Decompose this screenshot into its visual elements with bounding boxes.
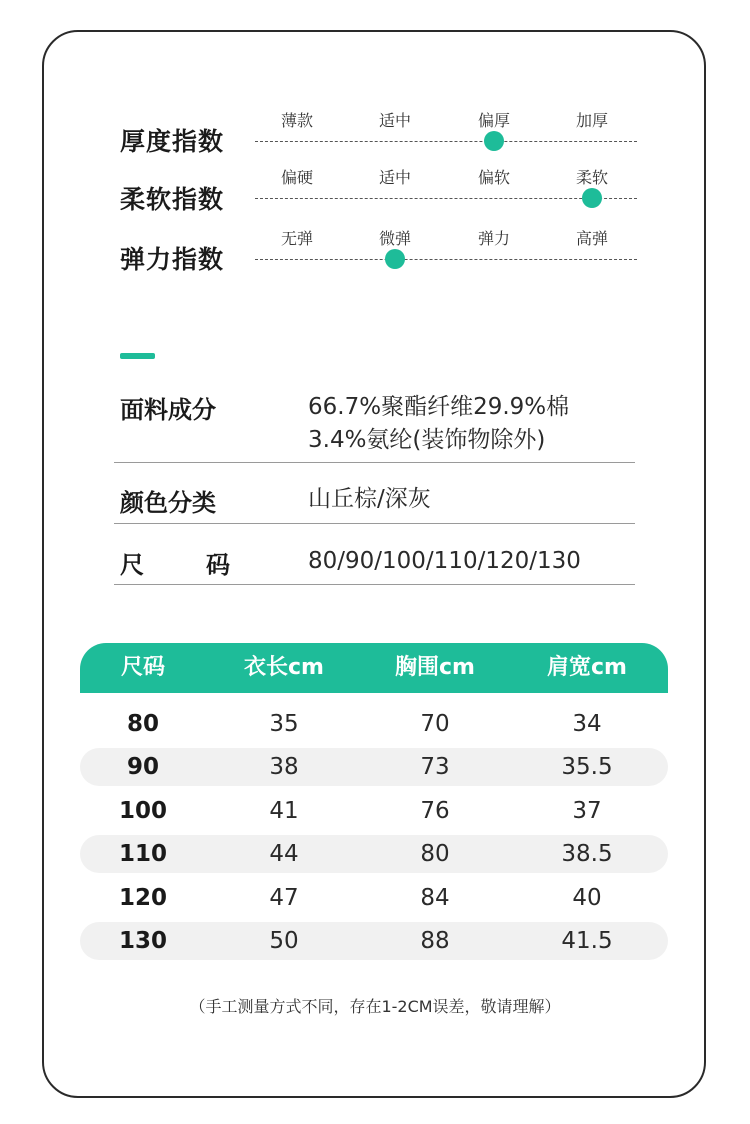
index-option: 高弹 (575, 229, 609, 248)
index-track (255, 259, 637, 260)
table-cell: 76 (420, 798, 450, 824)
table-cell: 50 (269, 928, 299, 954)
divider (114, 462, 635, 463)
table-cell: 110 (118, 841, 168, 867)
table-cell: 80 (126, 711, 160, 737)
table-cell: 37 (572, 798, 602, 824)
size-table-header (80, 643, 668, 693)
table-cell: 88 (420, 928, 450, 954)
fabric-value-line2: 3.4%氨纶(装饰物除外) (308, 427, 546, 453)
table-cell: 84 (420, 885, 450, 911)
column-header: 肩宽cm (547, 655, 627, 680)
table-cell: 73 (420, 754, 450, 780)
index-label: 厚度指数 (120, 127, 225, 156)
table-cell: 47 (269, 885, 299, 911)
index-label: 柔软指数 (120, 185, 225, 214)
table-cell: 44 (269, 841, 299, 867)
index-option: 无弹 (280, 229, 314, 248)
table-row (80, 879, 668, 917)
index-track (255, 198, 637, 199)
index-marker (385, 249, 405, 269)
table-cell: 80 (420, 841, 450, 867)
color-value: 山丘棕/深灰 (308, 486, 431, 512)
section-accent-bar (120, 353, 155, 359)
table-row (80, 705, 668, 743)
index-label: 弹力指数 (120, 245, 225, 274)
table-row (80, 792, 668, 830)
column-header: 尺码 (120, 655, 166, 680)
measurement-note: （手工测量方式不同，存在1-2CM误差，敬请理解） (189, 997, 561, 1016)
column-header: 胸围cm (395, 655, 475, 680)
table-cell: 38 (269, 754, 299, 780)
index-option: 偏硬 (280, 168, 314, 187)
index-option: 偏软 (477, 168, 511, 187)
fabric-label: 面料成分 (120, 396, 216, 424)
index-option: 适中 (378, 168, 412, 187)
table-cell: 38.5 (561, 841, 613, 867)
table-cell: 35.5 (561, 754, 613, 780)
table-cell: 130 (118, 928, 168, 954)
table-cell: 41 (269, 798, 299, 824)
index-option: 柔软 (575, 168, 609, 187)
table-cell: 120 (118, 885, 168, 911)
divider (114, 523, 635, 524)
fabric-value-line1: 66.7%聚酯纤维29.9%棉 (308, 394, 570, 420)
index-option: 薄款 (280, 111, 314, 130)
index-track (255, 141, 637, 142)
index-option: 偏厚 (477, 111, 511, 130)
index-marker (484, 131, 504, 151)
table-cell: 70 (420, 711, 450, 737)
table-cell: 35 (269, 711, 299, 737)
size-label-char: 尺 (120, 551, 144, 579)
size-label-char: 码 (206, 551, 230, 579)
index-option: 弹力 (477, 229, 511, 248)
column-header: 衣长cm (244, 655, 324, 680)
index-option: 微弹 (378, 229, 412, 248)
color-label: 颜色分类 (120, 489, 216, 517)
table-row (80, 835, 668, 873)
table-row (80, 922, 668, 960)
table-cell: 41.5 (561, 928, 613, 954)
index-option: 适中 (378, 111, 412, 130)
divider (114, 584, 635, 585)
table-row (80, 748, 668, 786)
index-option: 加厚 (575, 111, 609, 130)
table-cell: 90 (126, 754, 160, 780)
size-label (120, 545, 230, 580)
index-marker (582, 188, 602, 208)
size-value: 80/90/100/110/120/130 (308, 548, 581, 574)
table-cell: 34 (572, 711, 602, 737)
table-cell: 100 (118, 798, 168, 824)
table-cell: 40 (572, 885, 602, 911)
